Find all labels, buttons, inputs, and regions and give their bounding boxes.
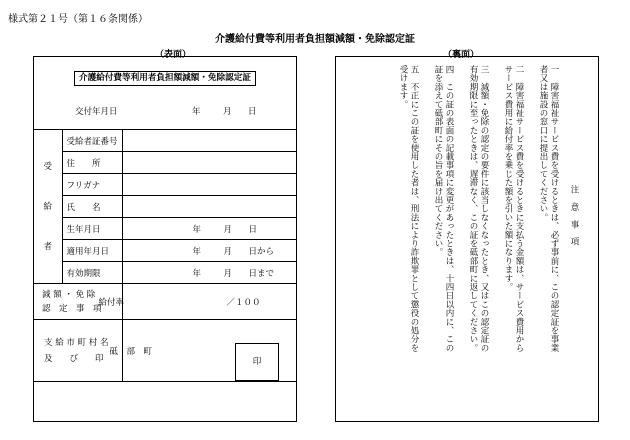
notes-title: 注 意 事 項 — [569, 185, 579, 246]
issue-date-label: 交付年月日 — [75, 107, 118, 117]
address-label: 住 所 — [62, 152, 122, 174]
apply-year-label: 年 — [192, 246, 202, 257]
table-row — [34, 130, 296, 152]
issue-year-label: 年 — [192, 107, 201, 117]
reduction-label-line-1: 減 額 ・ 免 除 — [42, 289, 96, 300]
birth-year-label: 年 — [192, 224, 202, 235]
municipality-name: 砥 部 町 — [109, 346, 153, 357]
table-row — [34, 218, 296, 240]
benefit-rate-label: 給付率 — [98, 297, 125, 308]
note-item-1: 一 障害福祉サービス費を受けるときは、必ず事前に、この認定証を事業者又は施設の窓口に提出してください。 — [538, 65, 559, 353]
valid-month-label: 月 — [223, 268, 233, 279]
furigana-label: フリガナ — [62, 174, 122, 196]
front-side-label: （表面） — [155, 50, 192, 60]
note-item-3: 三 減額・免除の認定の要件に該当しなくなったとき、又はこの認定証の有効期限に至ったときは、遅滞なく、この証を砥部町に返してください。 — [468, 65, 489, 353]
apply-date-label: 適用年月日 — [62, 240, 122, 262]
apply-month-label: 月 — [223, 246, 233, 257]
municipality-label-line-2: 及 び 印 — [44, 353, 104, 364]
reduction-label-line-2: 認 定 事 項 — [42, 303, 102, 314]
recipient-label: 受給者 — [34, 130, 62, 284]
issue-day-label: 日 — [248, 107, 257, 117]
birth-day-label: 日 — [248, 224, 258, 235]
furigana-value[interactable] — [122, 174, 296, 196]
apply-from-label: 日から — [248, 246, 275, 257]
table-row — [34, 262, 296, 284]
cert-number-label: 受給者証番号 — [62, 130, 122, 152]
valid-year-label: 年 — [192, 268, 202, 279]
table-row — [34, 284, 296, 320]
apply-date-value[interactable] — [122, 240, 296, 262]
benefit-rate-value[interactable] — [98, 284, 296, 320]
back-card — [335, 56, 599, 422]
note-item-4: 四 この証の表面の記載事項に変更があったときは、十四日以内に、この証を添えて砥部町にその旨を届け出てください。 — [433, 65, 454, 353]
form-number: 様式第２１号（第１６条関係） — [8, 14, 148, 25]
valid-period-label: 有効期限 — [62, 262, 122, 284]
card-title: 介護給付費等利用者負担額減額・免除認定証 — [74, 71, 256, 86]
birth-date-label: 生年月日 — [62, 218, 122, 240]
valid-until-label: 日まで — [248, 268, 275, 279]
municipality-label-line-1: 支 給 市 町 村 名 — [44, 337, 109, 348]
note-item-2: 二 障害福祉サービス費を受けるときに支払う金額は、サービス費用からサービス費用に給付率を乗じた額を引いた額になります。 — [503, 65, 524, 353]
table-row — [34, 196, 296, 218]
name-value[interactable] — [122, 196, 296, 218]
birth-date-value[interactable] — [122, 218, 296, 240]
seal-label: 印 — [252, 357, 262, 367]
issue-month-label: 月 — [223, 107, 232, 117]
name-label: 氏 名 — [62, 196, 122, 218]
table-row — [34, 152, 296, 174]
document-title: 介護給付費等利用者負担額減額・免除認定証 — [215, 34, 415, 45]
birth-month-label: 月 — [223, 224, 233, 235]
front-card — [33, 56, 297, 422]
address-value[interactable] — [122, 152, 296, 174]
benefit-rate-denominator: ／１００ — [226, 297, 261, 308]
table-row — [34, 240, 296, 262]
back-side-label: （裏面） — [443, 50, 480, 60]
cert-number-value[interactable] — [122, 130, 296, 152]
valid-period-value[interactable] — [122, 262, 296, 284]
table-row — [34, 174, 296, 196]
seal-box — [235, 343, 279, 381]
note-item-5: 五 不正にこの証を使用した者は、刑法により詐欺罪として懲役の処分を受けます。 — [398, 65, 419, 353]
